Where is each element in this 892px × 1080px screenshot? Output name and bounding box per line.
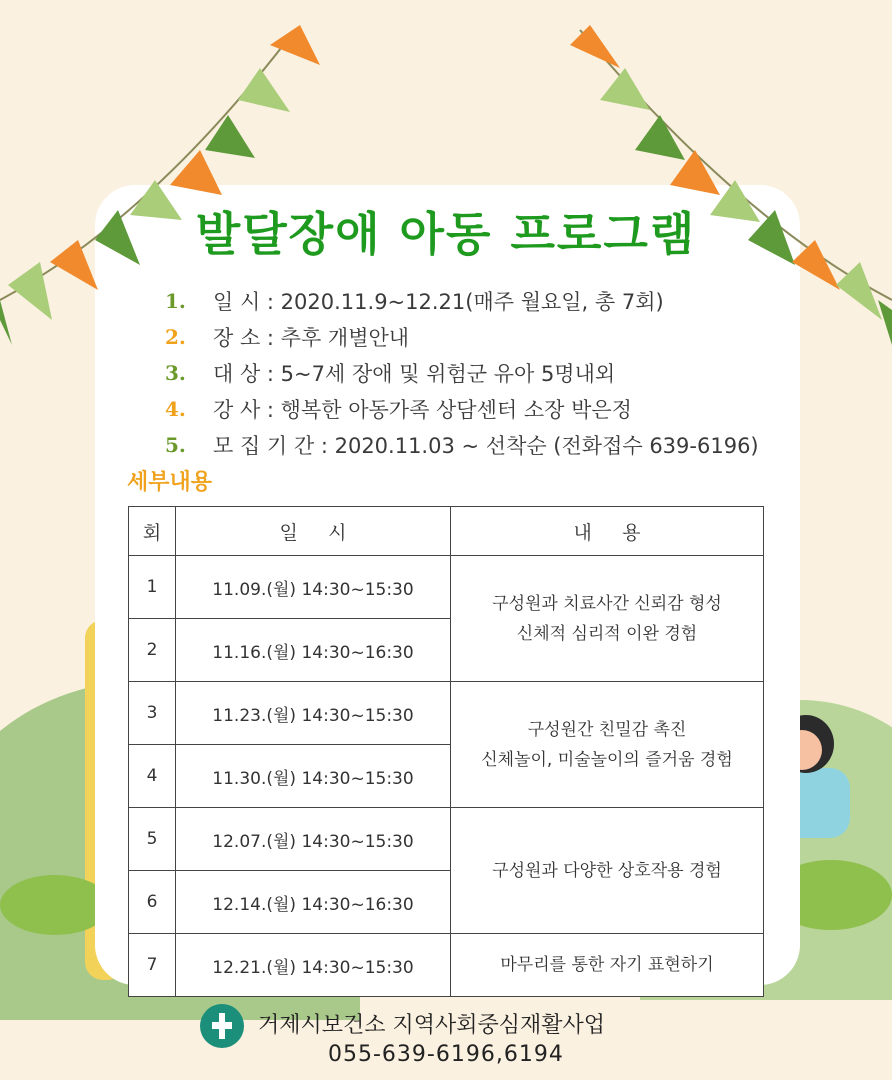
table-row [129,556,764,619]
info-item-schedule [165,283,805,319]
session-date: 11.23.(월) 14:30~15:30 [176,682,451,745]
info-number: 4. [165,397,186,421]
session-date: 11.16.(월) 14:30~16:30 [176,619,451,682]
info-item-instructor [165,391,805,427]
header-content: 내 용 [451,507,764,556]
organization-name: 거제시보건소 지역사회중심재활사업 [258,1013,606,1038]
schedule-table [128,506,764,997]
header-date: 일 시 [176,507,451,556]
cross-icon [212,1013,232,1039]
table-row [129,682,764,745]
info-text: 장 소 : 추후 개별안내 [213,326,410,350]
session-number: 3 [129,682,176,745]
session-content [451,556,764,682]
info-number: 5. [165,433,186,457]
info-text: 일 시 : 2020.11.9~12.21(매주 월요일, 총 7회) [213,290,664,314]
health-center-logo-icon [200,1004,244,1048]
info-text: 모 집 기 간 : 2020.11.03 ~ 선착순 (전화접수 639-6196) [213,434,759,458]
content-line: 구성원간 친밀감 촉진 [527,719,687,740]
session-content [451,934,764,997]
session-date: 12.14.(월) 14:30~16:30 [176,871,451,934]
session-number: 4 [129,745,176,808]
info-item-location [165,319,805,355]
contact-phone: 055-639-6196,6194 [328,1042,564,1067]
page-title: 발달장애 아동 프로그램 [195,207,697,261]
info-item-recruitment [165,427,805,463]
content-line: 구성원과 치료사간 신뢰감 형성 [492,593,722,614]
info-number: 1. [165,289,186,313]
session-date: 11.09.(월) 14:30~15:30 [176,556,451,619]
content-line: 구성원과 다양한 상호작용 경험 [492,860,722,881]
info-item-target [165,355,805,391]
info-number: 3. [165,361,186,385]
session-number: 6 [129,871,176,934]
table-row [129,934,764,997]
info-text: 강 사 : 행복한 아동가족 상담센터 소장 박은정 [213,398,632,422]
session-content [451,808,764,934]
bush-left [0,875,110,935]
header-session: 회 [129,507,176,556]
session-number: 5 [129,808,176,871]
session-date: 12.21.(월) 14:30~15:30 [176,934,451,997]
session-number: 1 [129,556,176,619]
info-text: 대 상 : 5~7세 장애 및 위험군 유아 5명내외 [213,362,616,386]
session-date: 11.30.(월) 14:30~15:30 [176,745,451,808]
table-header-row [129,507,764,556]
session-date: 12.07.(월) 14:30~15:30 [176,808,451,871]
content-line: 신체적 심리적 이완 경험 [516,623,698,644]
table-row [129,808,764,871]
session-number: 2 [129,619,176,682]
info-number: 2. [165,325,186,349]
content-line: 마무리를 통한 자기 표현하기 [500,955,714,975]
session-content [451,682,764,808]
section-title-details: 세부내용 [127,470,213,495]
program-info-list [165,283,805,463]
session-number: 7 [129,934,176,997]
content-line: 신체놀이, 미술놀이의 즐거움 경험 [481,749,733,770]
